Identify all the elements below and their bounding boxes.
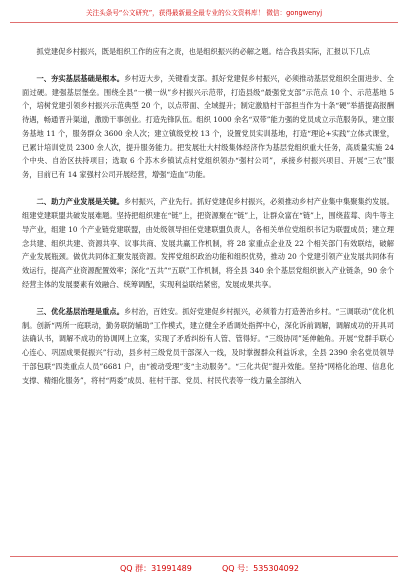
section-3-lead: 三、优化基层治理是重点。 <box>36 307 125 316</box>
document-body <box>22 31 394 387</box>
spacer-2 <box>22 182 394 196</box>
section-1-body: 乡村迈大步，关键看支部。抓好党建促乡村振兴，必须推动基层党组织全面进步、全面过硬。建强基层堡垒。围绕全县“一横一纵”乡村振兴示范带，打造县级“最强党支部”示范点 10 个、示范基地 5 个，培树党建引领乡村振兴示范典型 20 个，以点带面、全域提升；制定激励村干部担当作为十条“硬”举措提高报酬待遇，畅通晋升渠道，激励干事创业。打造先锋队伍。组织 1000 余名“双带”能力强的党员成立示范服务队，建立服务基地 11 个，服务群众 3600 余人次；建立镇级党校 13 个，设置党员实训基地，打造“理论+实践”立体式课堂，已累计培训党员 2300 余人次，提升服务能力。把发展壮大村级集体经济作为基层党组织重大任务，高质量实施 24 个中央、自治区扶持项目；选取 6 个苏木乡镇试点村党组织领办“强村公司”，承接乡村振兴项目、开展“三农”服务，目前已有 14 家强村公司开展经营，增强“造血”功能。 <box>22 74 394 179</box>
section-2-lead: 二、助力产业发展是关键。 <box>36 197 125 207</box>
section-1 <box>22 72 394 182</box>
footer-qq-group: QQ 群：31991489 <box>120 564 192 573</box>
header-banner: 关注头条号“公文研究”，获得最新最全最专业的公文资料库！ 微信：gongwenyj <box>85 9 323 17</box>
intro-paragraph: 抓党建促乡村振兴，既是组织工作的应有之责，也是组织振兴的必解之题。结合我县实际，汇报以下几点 <box>36 46 371 56</box>
section-2-body: 乡村振兴，产业先行。抓好党建促乡村振兴，必须推动乡村产业集中集聚集约发展。组建党建联盟共破发展难题。坚持把组织建在“链”上，把资源聚在“链”上，让群众富在“链”上，围绕蓝莓、肉牛等主导产业，组建 10 个产业链党建联盟，由处级领导担任党建联盟负责人，各相关单位党组织书记为联盟成员；建立理念共建、组织共建、资源共享、议事共商、发展共赢工作机制，将 28 家重点企业及 22 个相关部门有效联结，破解产业发展瓶颈。做优共同体汇聚发展资源。发挥党组织政治功能和组织优势，推动 20 个党建引领产业发展共同体有效运行，提高产业资源配置效率；深化“五共”“五联”工作机制，将全县 340 余个基层党组织嵌入产业链条，90 余个经营主体的发展要素有效融合、统筹调配，实现利益联结紧密，发展成果共享。 <box>22 197 394 289</box>
top-spacer <box>22 31 394 45</box>
section-1-lead: 一、夯实基层基础是根本。 <box>36 74 125 84</box>
footer-qq-number: QQ 号：535304092 <box>222 564 299 573</box>
section-2 <box>22 195 394 291</box>
spacer-3 <box>22 291 394 305</box>
spacer-1 <box>22 58 394 72</box>
footer-divider <box>10 556 398 557</box>
section-3 <box>22 305 394 387</box>
page-footer <box>0 552 408 580</box>
section-3-body: 乡村治，百姓安。抓好党建促乡村振兴，必须着力打造善治乡村。“三调联动”优化机制。创新“两所一庭联动，勤务联防辅助”工作模式，建立健全矛盾调处指挥中心，深化诉前调解，调解成功的开具司法确认书，调解不成功的协调网上立案，实现了矛盾纠纷有人管、管得好。“三级协同”延伸触角。开展“党群手联心心连心、巩固成果促振兴”行动，县乡村三级党员干部深入一线，及时掌握群众利益诉求，全县 2390 余名党员领导干部包联“四类重点人员”6681 户，由“被动受理”变“主动服务”。“三化共促”提升效能。坚持“网格化治理、信息化支撑、精细化服务”，将村“两委”成员、驻村干部、党员、村民代表等一线力量全部纳入 <box>22 307 394 385</box>
header-divider <box>10 22 398 23</box>
page-header <box>0 0 408 26</box>
